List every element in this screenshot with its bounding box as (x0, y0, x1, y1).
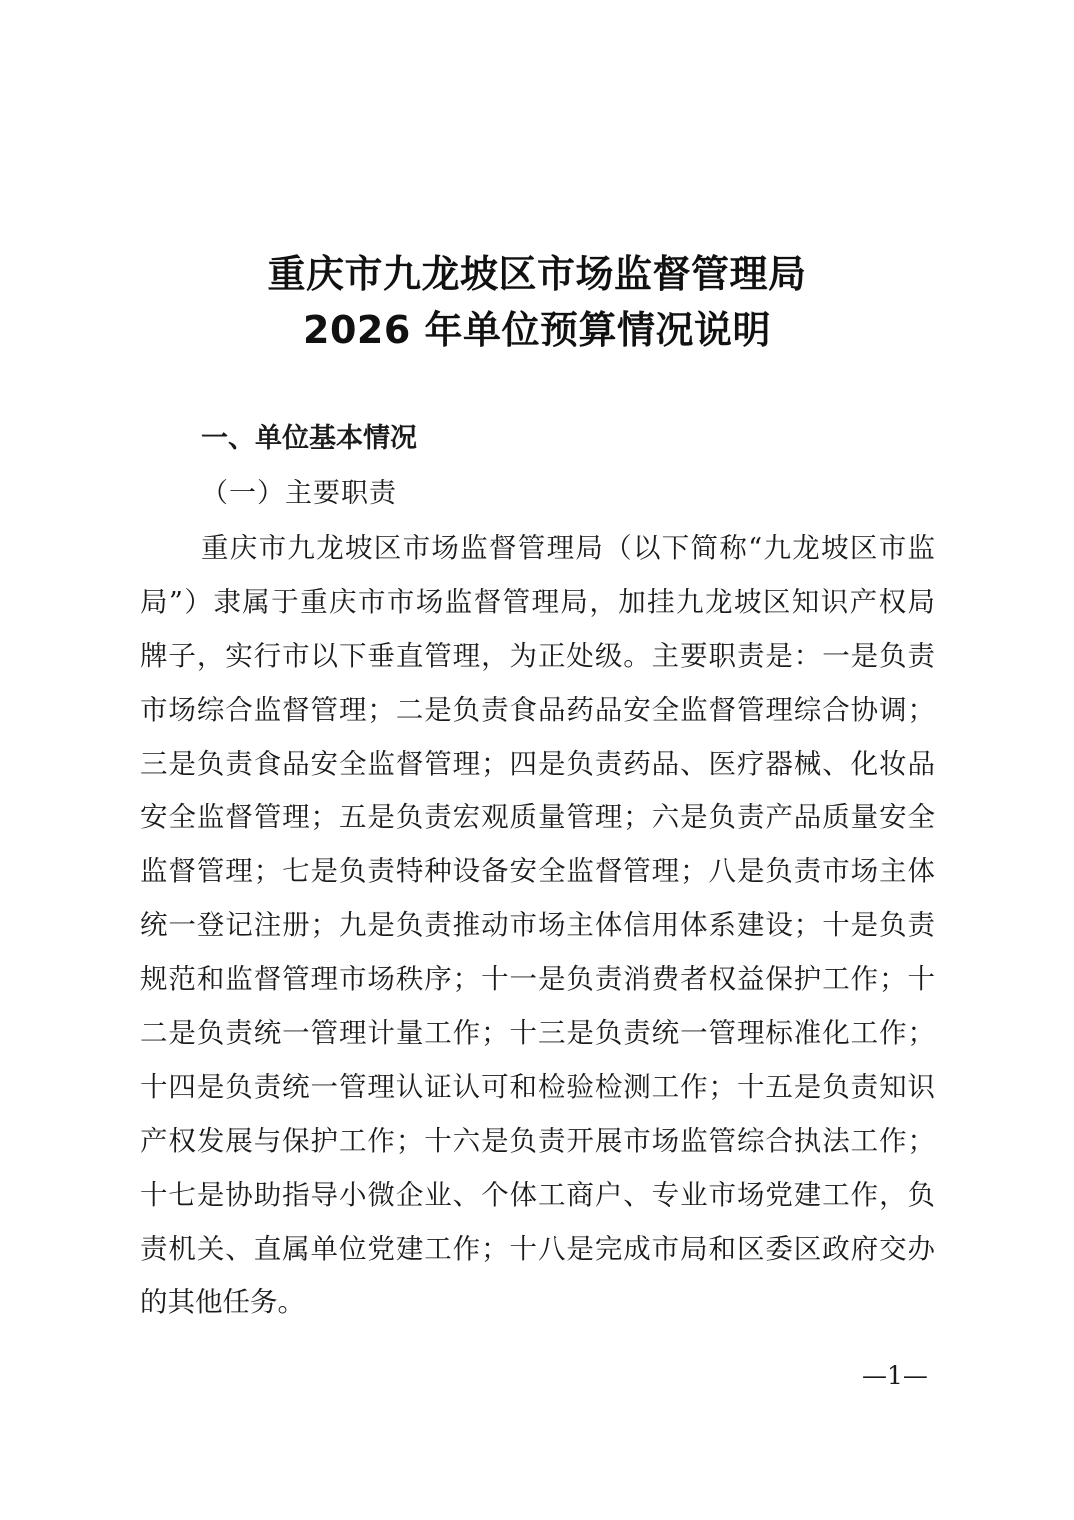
paragraph-line: 三是负责食品安全监督管理；四是负责药品、医疗器械、化妆品 (140, 747, 935, 780)
document-title-line-1: 重庆市九龙坡区市场监督管理局 (267, 252, 807, 296)
paragraph-line: 市场综合监督管理；二是负责食品药品安全监督管理综合协调； (140, 693, 935, 726)
paragraph-line: 规范和监督管理市场秩序；十一是负责消费者权益保护工作；十 (140, 963, 935, 996)
paragraph-line: 重庆市九龙坡区市场监督管理局（以下简称“九龙坡区市监 (201, 532, 935, 564)
paragraph-line: 产权发展与保护工作；十六是负责开展市场监管综合执法工作； (140, 1124, 935, 1157)
paragraph-line: 安全监督管理；五是负责宏观质量管理；六是负责产品质量安全 (140, 801, 935, 834)
paragraph-line: 十七是协助指导小微企业、个体工商户、专业市场党建工作，负 (140, 1178, 935, 1211)
paragraph-line: 责机关、直属单位党建工作；十八是完成市局和区委区政府交办 (140, 1232, 935, 1265)
section-heading: 一、单位基本情况 (201, 423, 417, 454)
subsection-heading: （一）主要职责 (201, 478, 397, 509)
paragraph-line: 二是负责统一管理计量工作；十三是负责统一管理标准化工作； (140, 1017, 935, 1050)
page-number: —1— (862, 1361, 928, 1390)
responsibilities-paragraph (140, 522, 935, 1330)
paragraph-line: 统一登记注册；九是负责推动市场主体信用体系建设；十是负责 (140, 909, 935, 942)
paragraph-line: 的其他任务。 (140, 1286, 305, 1319)
paragraph-line: 十四是负责统一管理认证认可和检验检测工作；十五是负责知识 (140, 1070, 935, 1103)
paragraph-line: 牌子，实行市以下垂直管理，为正处级。主要职责是：一是负责 (140, 639, 935, 672)
document-title-line-2: 2026 年单位预算情况说明 (303, 308, 771, 352)
paragraph-line: 局”）隶属于重庆市市场监督管理局，加挂九龙坡区知识产权局 (140, 585, 935, 618)
paragraph-line: 监督管理；七是负责特种设备安全监督管理；八是负责市场主体 (140, 855, 935, 888)
